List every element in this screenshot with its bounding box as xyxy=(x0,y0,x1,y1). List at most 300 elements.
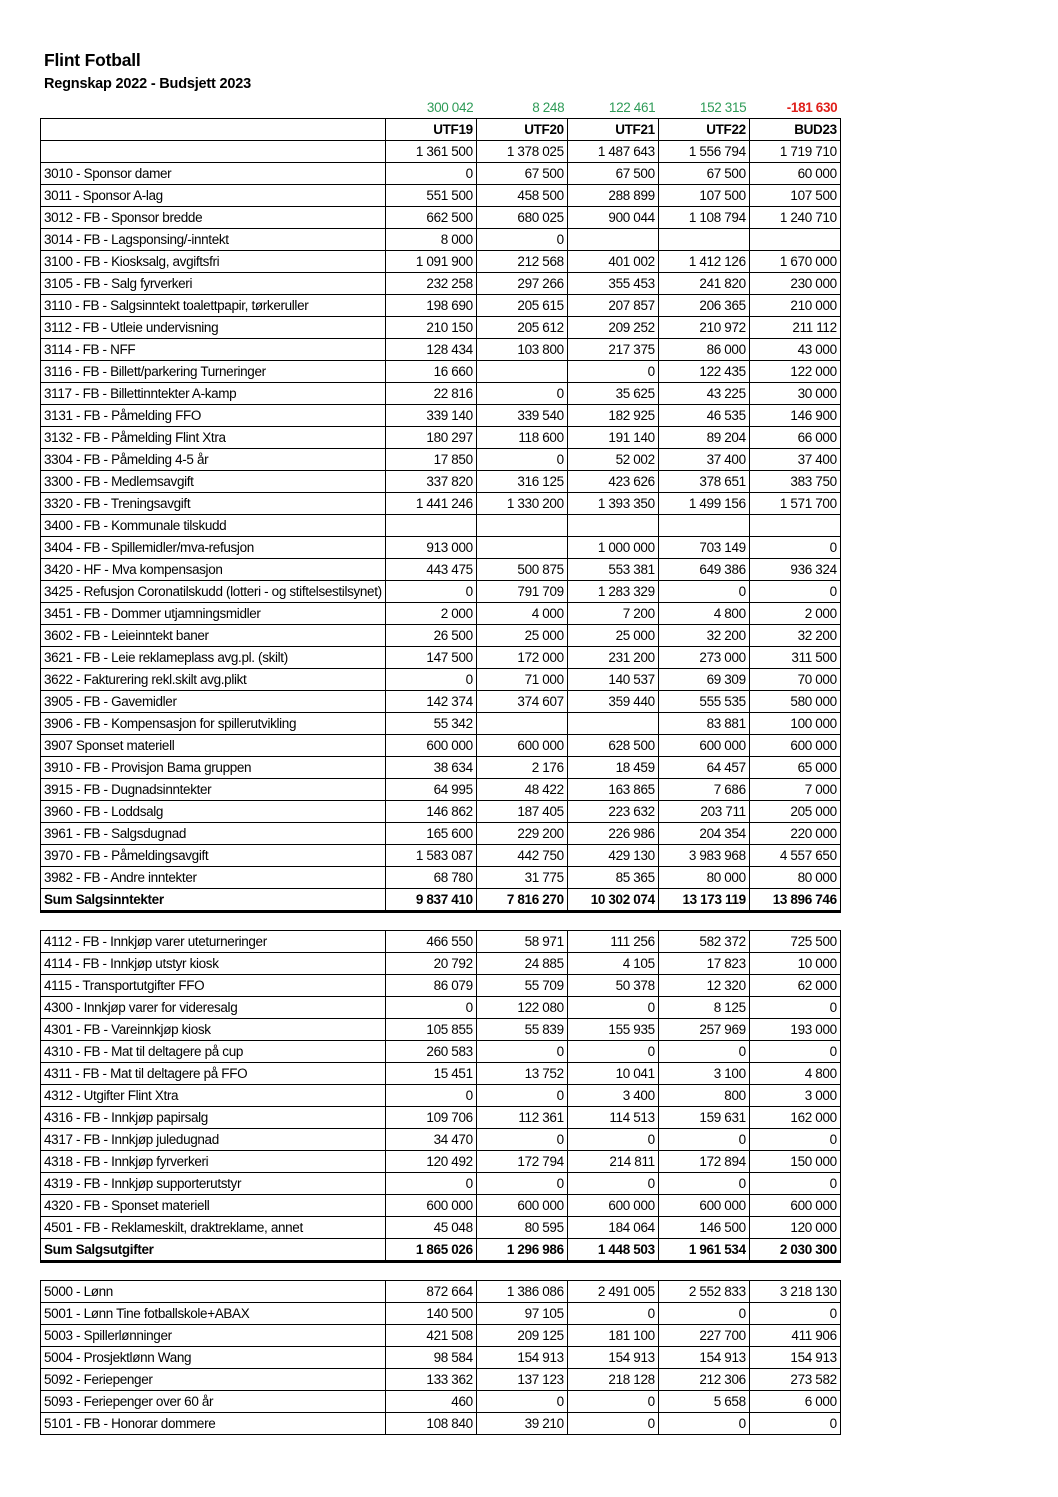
value-cell: 83 881 xyxy=(658,713,749,735)
account-label: 3915 - FB - Dugnadsinntekter xyxy=(41,779,386,801)
value-cell: 46 535 xyxy=(658,405,749,427)
value-cell: 163 865 xyxy=(567,779,658,801)
value-cell: 1 719 710 xyxy=(749,141,840,163)
account-label: 3320 - FB - Treningsavgift xyxy=(41,493,386,515)
value-cell: 26 500 xyxy=(385,625,476,647)
value-cell: 0 xyxy=(567,1041,658,1063)
value-cell: 0 xyxy=(476,449,567,471)
value-cell: 0 xyxy=(567,361,658,383)
value-cell xyxy=(567,713,658,735)
table-row xyxy=(41,1325,841,1347)
value-cell: 70 000 xyxy=(749,669,840,691)
table-row xyxy=(41,1129,841,1151)
value-cell: 37 400 xyxy=(749,449,840,471)
account-label: 3602 - FB - Leieinntekt baner xyxy=(41,625,386,647)
value-cell: 443 475 xyxy=(385,559,476,581)
value-cell: 140 500 xyxy=(385,1303,476,1325)
value-cell: 7 686 xyxy=(658,779,749,801)
value-cell: 142 374 xyxy=(385,691,476,713)
column-header-utf22: UTF22 xyxy=(658,119,749,141)
value-cell: 0 xyxy=(476,1085,567,1107)
value-cell: 466 550 xyxy=(385,931,476,953)
table-row xyxy=(41,493,841,515)
value-cell: 5 658 xyxy=(658,1391,749,1413)
account-label: 3906 - FB - Kompensasjon for spillerutvikling xyxy=(41,713,386,735)
value-cell: 0 xyxy=(749,1129,840,1151)
value-cell: 17 850 xyxy=(385,449,476,471)
account-label: 4115 - Transportutgifter FFO xyxy=(41,975,386,997)
document-subtitle: Regnskap 2022 - Budsjett 2023 xyxy=(44,76,251,92)
value-cell: 203 711 xyxy=(658,801,749,823)
value-cell: 154 913 xyxy=(658,1347,749,1369)
account-label: 3110 - FB - Salgsinntekt toalettpapir, tørkeruller xyxy=(41,295,386,317)
table-row xyxy=(41,647,841,669)
value-cell: 80 000 xyxy=(749,867,840,889)
value-cell: 1 283 329 xyxy=(567,581,658,603)
account-label: Sum Salgsutgifter xyxy=(41,1239,386,1262)
value-cell: 12 320 xyxy=(658,975,749,997)
table-row xyxy=(41,669,841,691)
value-cell xyxy=(658,515,749,537)
account-label: 5003 - Spillerlønninger xyxy=(41,1325,386,1347)
value-cell: 4 557 650 xyxy=(749,845,840,867)
value-cell: 4 000 xyxy=(476,603,567,625)
value-cell: 10 041 xyxy=(567,1063,658,1085)
value-cell: 24 885 xyxy=(476,953,567,975)
account-label: 3114 - FB - NFF xyxy=(41,339,386,361)
value-cell: 273 582 xyxy=(749,1369,840,1391)
value-cell: 107 500 xyxy=(749,185,840,207)
account-label: 4501 - FB - Reklameskilt, draktreklame, annet xyxy=(41,1217,386,1239)
value-cell: 421 508 xyxy=(385,1325,476,1347)
account-label: 5093 - Feriepenger over 60 år xyxy=(41,1391,386,1413)
value-cell: 0 xyxy=(476,229,567,251)
value-cell: 187 405 xyxy=(476,801,567,823)
table-row xyxy=(41,625,841,647)
value-cell: 3 000 xyxy=(749,1085,840,1107)
value-cell: 45 048 xyxy=(385,1217,476,1239)
value-cell: 423 626 xyxy=(567,471,658,493)
value-cell: 122 000 xyxy=(749,361,840,383)
table-row xyxy=(41,163,841,185)
account-label: 4316 - FB - Innkjøp papirsalg xyxy=(41,1107,386,1129)
value-cell: 181 100 xyxy=(567,1325,658,1347)
value-cell: 65 000 xyxy=(749,757,840,779)
value-cell: 0 xyxy=(476,383,567,405)
value-cell: 3 218 130 xyxy=(749,1281,840,1303)
value-cell: 4 800 xyxy=(749,1063,840,1085)
value-cell: 227 700 xyxy=(658,1325,749,1347)
value-cell: 211 112 xyxy=(749,317,840,339)
table-row xyxy=(41,1195,841,1217)
value-cell: 0 xyxy=(658,1413,749,1435)
value-cell: 7 816 270 xyxy=(476,889,567,912)
value-cell: 103 800 xyxy=(476,339,567,361)
value-cell: 48 422 xyxy=(476,779,567,801)
value-cell: 378 651 xyxy=(658,471,749,493)
value-cell: 10 302 074 xyxy=(567,889,658,912)
value-cell: 553 381 xyxy=(567,559,658,581)
value-cell: 80 595 xyxy=(476,1217,567,1239)
value-cell: 55 709 xyxy=(476,975,567,997)
value-cell: 20 792 xyxy=(385,953,476,975)
value-cell: 17 823 xyxy=(658,953,749,975)
value-cell: 628 500 xyxy=(567,735,658,757)
value-cell: 600 000 xyxy=(658,735,749,757)
account-label xyxy=(41,141,386,163)
account-label: 3132 - FB - Påmelding Flint Xtra xyxy=(41,427,386,449)
document-title: Flint Fotball xyxy=(44,50,141,70)
table-row xyxy=(41,1281,841,1303)
value-cell xyxy=(658,912,749,931)
value-cell: 3 983 968 xyxy=(658,845,749,867)
table-row xyxy=(41,1391,841,1413)
value-cell: 500 875 xyxy=(476,559,567,581)
account-label xyxy=(41,1262,386,1281)
column-header-utf20: UTF20 xyxy=(476,119,567,141)
value-cell xyxy=(476,912,567,931)
value-cell: 1 583 087 xyxy=(385,845,476,867)
value-cell: 37 400 xyxy=(658,449,749,471)
value-cell: 52 002 xyxy=(567,449,658,471)
account-label: 5092 - Feriepenger xyxy=(41,1369,386,1391)
value-cell: 198 690 xyxy=(385,295,476,317)
value-cell: 217 375 xyxy=(567,339,658,361)
value-cell xyxy=(567,1262,658,1281)
value-cell: 0 xyxy=(749,1413,840,1435)
spacer-row xyxy=(41,912,841,931)
value-cell: 1 556 794 xyxy=(658,141,749,163)
value-cell: 0 xyxy=(749,1173,840,1195)
value-cell: 600 000 xyxy=(476,735,567,757)
value-cell: 172 794 xyxy=(476,1151,567,1173)
value-cell: 273 000 xyxy=(658,647,749,669)
value-cell: 100 000 xyxy=(749,713,840,735)
value-cell: 64 995 xyxy=(385,779,476,801)
value-cell: 155 935 xyxy=(567,1019,658,1041)
value-cell: 64 457 xyxy=(658,757,749,779)
value-cell: 0 xyxy=(567,1129,658,1151)
value-cell: 1 448 503 xyxy=(567,1239,658,1262)
value-cell xyxy=(567,515,658,537)
table-row xyxy=(41,953,841,975)
value-cell: 1 000 000 xyxy=(567,537,658,559)
account-label: 3982 - FB - Andre inntekter xyxy=(41,867,386,889)
value-cell: 0 xyxy=(749,997,840,1019)
account-label: 3960 - FB - Loddsalg xyxy=(41,801,386,823)
table-row xyxy=(41,581,841,603)
value-cell: 0 xyxy=(385,1085,476,1107)
value-cell: 662 500 xyxy=(385,207,476,229)
value-cell: 1 296 986 xyxy=(476,1239,567,1262)
value-cell: 2 030 300 xyxy=(749,1239,840,1262)
table-row xyxy=(41,997,841,1019)
value-cell: 25 000 xyxy=(567,625,658,647)
table-row xyxy=(41,713,841,735)
value-cell: 43 225 xyxy=(658,383,749,405)
value-cell: 226 986 xyxy=(567,823,658,845)
value-cell: 0 xyxy=(658,581,749,603)
table-row xyxy=(41,1173,841,1195)
value-cell: 1 961 534 xyxy=(658,1239,749,1262)
account-label: 3300 - FB - Medlemsavgift xyxy=(41,471,386,493)
table-row xyxy=(41,975,841,997)
value-cell: 107 500 xyxy=(658,185,749,207)
table-row xyxy=(41,537,841,559)
result-cell-bud23: -181 630 xyxy=(786,100,838,115)
value-cell: 30 000 xyxy=(749,383,840,405)
value-cell: 0 xyxy=(658,1173,749,1195)
value-cell: 58 971 xyxy=(476,931,567,953)
account-label: 3304 - FB - Påmelding 4-5 år xyxy=(41,449,386,471)
table-row xyxy=(41,735,841,757)
value-cell: 1 499 156 xyxy=(658,493,749,515)
header-label-cell xyxy=(41,119,386,141)
value-cell xyxy=(749,912,840,931)
value-cell: 210 972 xyxy=(658,317,749,339)
table-row xyxy=(41,779,841,801)
value-cell: 1 412 126 xyxy=(658,251,749,273)
value-cell: 214 811 xyxy=(567,1151,658,1173)
table-row xyxy=(41,449,841,471)
table-row xyxy=(41,229,841,251)
account-label: 3100 - FB - Kiosksalg, avgiftsfri xyxy=(41,251,386,273)
value-cell: 2 491 005 xyxy=(567,1281,658,1303)
value-cell: 1 240 710 xyxy=(749,207,840,229)
result-label-cell xyxy=(41,97,386,119)
value-cell: 71 000 xyxy=(476,669,567,691)
value-cell: 311 500 xyxy=(749,647,840,669)
table-row xyxy=(41,1369,841,1391)
value-cell: 800 xyxy=(658,1085,749,1107)
value-cell: 18 459 xyxy=(567,757,658,779)
value-cell: 182 925 xyxy=(567,405,658,427)
value-cell: 551 500 xyxy=(385,185,476,207)
value-cell: 0 xyxy=(658,1129,749,1151)
value-cell: 936 324 xyxy=(749,559,840,581)
value-cell xyxy=(476,537,567,559)
account-label: 4318 - FB - Innkjøp fyrverkeri xyxy=(41,1151,386,1173)
value-cell: 133 362 xyxy=(385,1369,476,1391)
account-label: 3425 - Refusjon Coronatilskudd (lotteri - og stiftelsestilsynet) xyxy=(41,581,386,603)
account-label: 4311 - FB - Mat til deltagere på FFO xyxy=(41,1063,386,1085)
value-cell: 111 256 xyxy=(567,931,658,953)
account-label: 3621 - FB - Leie reklameplass avg.pl. (skilt) xyxy=(41,647,386,669)
table-row xyxy=(41,1085,841,1107)
value-cell: 122 435 xyxy=(658,361,749,383)
value-cell xyxy=(385,515,476,537)
value-cell: 67 500 xyxy=(658,163,749,185)
value-cell: 0 xyxy=(749,1303,840,1325)
value-cell: 32 200 xyxy=(749,625,840,647)
value-cell: 383 750 xyxy=(749,471,840,493)
account-label: 3012 - FB - Sponsor bredde xyxy=(41,207,386,229)
value-cell: 154 913 xyxy=(749,1347,840,1369)
value-cell: 97 105 xyxy=(476,1303,567,1325)
value-cell xyxy=(476,1262,567,1281)
value-cell: 172 894 xyxy=(658,1151,749,1173)
value-cell: 162 000 xyxy=(749,1107,840,1129)
account-label: 3905 - FB - Gavemidler xyxy=(41,691,386,713)
table-row xyxy=(41,251,841,273)
table-row xyxy=(41,1107,841,1129)
account-label: 3131 - FB - Påmelding FFO xyxy=(41,405,386,427)
value-cell: 10 000 xyxy=(749,953,840,975)
value-cell: 15 451 xyxy=(385,1063,476,1085)
account-label: Sum Salgsinntekter xyxy=(41,889,386,912)
sum-row xyxy=(41,889,841,912)
value-cell: 0 xyxy=(385,163,476,185)
value-cell: 600 000 xyxy=(385,1195,476,1217)
value-cell: 411 906 xyxy=(749,1325,840,1347)
value-cell xyxy=(749,229,840,251)
account-label: 4301 - FB - Vareinnkjøp kiosk xyxy=(41,1019,386,1041)
value-cell: 0 xyxy=(567,1173,658,1195)
value-cell: 0 xyxy=(385,581,476,603)
account-label: 4320 - FB - Sponset materiell xyxy=(41,1195,386,1217)
value-cell: 108 840 xyxy=(385,1413,476,1435)
account-label: 3970 - FB - Påmeldingsavgift xyxy=(41,845,386,867)
value-cell: 165 600 xyxy=(385,823,476,845)
value-cell: 374 607 xyxy=(476,691,567,713)
table-row xyxy=(41,1063,841,1085)
account-label: 4112 - FB - Innkjøp varer uteturneringer xyxy=(41,931,386,953)
value-cell: 600 000 xyxy=(749,735,840,757)
value-cell: 223 632 xyxy=(567,801,658,823)
value-cell: 2 552 833 xyxy=(658,1281,749,1303)
table-row xyxy=(41,823,841,845)
value-cell: 0 xyxy=(658,1303,749,1325)
account-label: 5004 - Prosjektlønn Wang xyxy=(41,1347,386,1369)
account-label: 3116 - FB - Billett/parkering Turneringer xyxy=(41,361,386,383)
value-cell: 39 210 xyxy=(476,1413,567,1435)
value-cell: 0 xyxy=(567,1303,658,1325)
table-row xyxy=(41,273,841,295)
table-row xyxy=(41,845,841,867)
value-cell: 230 000 xyxy=(749,273,840,295)
value-cell: 913 000 xyxy=(385,537,476,559)
value-cell: 159 631 xyxy=(658,1107,749,1129)
value-cell: 4 800 xyxy=(658,603,749,625)
value-cell: 86 000 xyxy=(658,339,749,361)
value-cell: 337 820 xyxy=(385,471,476,493)
value-cell: 0 xyxy=(385,1173,476,1195)
value-cell xyxy=(567,229,658,251)
value-cell: 13 173 119 xyxy=(658,889,749,912)
value-cell: 66 000 xyxy=(749,427,840,449)
value-cell: 442 750 xyxy=(476,845,567,867)
value-cell: 120 000 xyxy=(749,1217,840,1239)
column-header-utf19: UTF19 xyxy=(385,119,476,141)
value-cell: 32 200 xyxy=(658,625,749,647)
value-cell: 67 500 xyxy=(476,163,567,185)
value-cell: 600 000 xyxy=(658,1195,749,1217)
value-cell: 0 xyxy=(749,537,840,559)
table-row xyxy=(41,405,841,427)
table-row xyxy=(41,427,841,449)
value-cell: 600 000 xyxy=(567,1195,658,1217)
account-label: 5001 - Lønn Tine fotballskole+ABAX xyxy=(41,1303,386,1325)
value-cell: 600 000 xyxy=(385,735,476,757)
value-cell: 1 330 200 xyxy=(476,493,567,515)
value-cell: 118 600 xyxy=(476,427,567,449)
table-row xyxy=(41,207,841,229)
value-cell: 193 000 xyxy=(749,1019,840,1041)
value-cell: 0 xyxy=(385,669,476,691)
value-cell: 0 xyxy=(476,1129,567,1151)
value-cell: 231 200 xyxy=(567,647,658,669)
value-cell xyxy=(385,1262,476,1281)
value-cell: 1 487 643 xyxy=(567,141,658,163)
account-label: 3011 - Sponsor A-lag xyxy=(41,185,386,207)
value-cell: 316 125 xyxy=(476,471,567,493)
value-cell: 120 492 xyxy=(385,1151,476,1173)
value-cell: 50 378 xyxy=(567,975,658,997)
value-cell: 355 453 xyxy=(567,273,658,295)
table-row xyxy=(41,339,841,361)
table-row xyxy=(41,603,841,625)
value-cell: 210 000 xyxy=(749,295,840,317)
account-label: 3961 - FB - Salgsdugnad xyxy=(41,823,386,845)
table-row xyxy=(41,757,841,779)
value-cell: 85 365 xyxy=(567,867,658,889)
accounts-table xyxy=(40,97,841,1435)
table-row xyxy=(41,1217,841,1239)
value-cell: 89 204 xyxy=(658,427,749,449)
value-cell: 205 615 xyxy=(476,295,567,317)
table-row xyxy=(41,383,841,405)
value-cell: 172 000 xyxy=(476,647,567,669)
value-cell: 339 140 xyxy=(385,405,476,427)
value-cell: 154 913 xyxy=(567,1347,658,1369)
value-cell: 140 537 xyxy=(567,669,658,691)
value-cell: 137 123 xyxy=(476,1369,567,1391)
result-cell-utf19: 300 042 xyxy=(426,100,474,115)
accounts-table-body xyxy=(41,97,841,1435)
value-cell: 600 000 xyxy=(749,1195,840,1217)
value-cell: 86 079 xyxy=(385,975,476,997)
table-row xyxy=(41,361,841,383)
value-cell: 6 000 xyxy=(749,1391,840,1413)
sum-row xyxy=(41,1239,841,1262)
value-cell: 206 365 xyxy=(658,295,749,317)
value-cell xyxy=(476,713,567,735)
value-cell: 146 900 xyxy=(749,405,840,427)
value-cell: 1 865 026 xyxy=(385,1239,476,1262)
value-cell: 209 252 xyxy=(567,317,658,339)
value-cell: 98 584 xyxy=(385,1347,476,1369)
value-cell: 147 500 xyxy=(385,647,476,669)
account-label: 3404 - FB - Spillemidler/mva-refusjon xyxy=(41,537,386,559)
value-cell: 600 000 xyxy=(476,1195,567,1217)
account-label: 5000 - Lønn xyxy=(41,1281,386,1303)
value-cell: 212 306 xyxy=(658,1369,749,1391)
value-cell: 725 500 xyxy=(749,931,840,953)
value-cell: 150 000 xyxy=(749,1151,840,1173)
value-cell: 60 000 xyxy=(749,163,840,185)
account-label: 3622 - Fakturering rekl.skilt avg.plikt xyxy=(41,669,386,691)
value-cell: 232 258 xyxy=(385,273,476,295)
value-cell xyxy=(658,229,749,251)
value-cell: 34 470 xyxy=(385,1129,476,1151)
value-cell: 1 393 350 xyxy=(567,493,658,515)
value-cell: 1 441 246 xyxy=(385,493,476,515)
value-cell xyxy=(567,912,658,931)
value-cell: 555 535 xyxy=(658,691,749,713)
value-cell: 0 xyxy=(567,1391,658,1413)
value-cell: 339 540 xyxy=(476,405,567,427)
value-cell: 0 xyxy=(476,1041,567,1063)
